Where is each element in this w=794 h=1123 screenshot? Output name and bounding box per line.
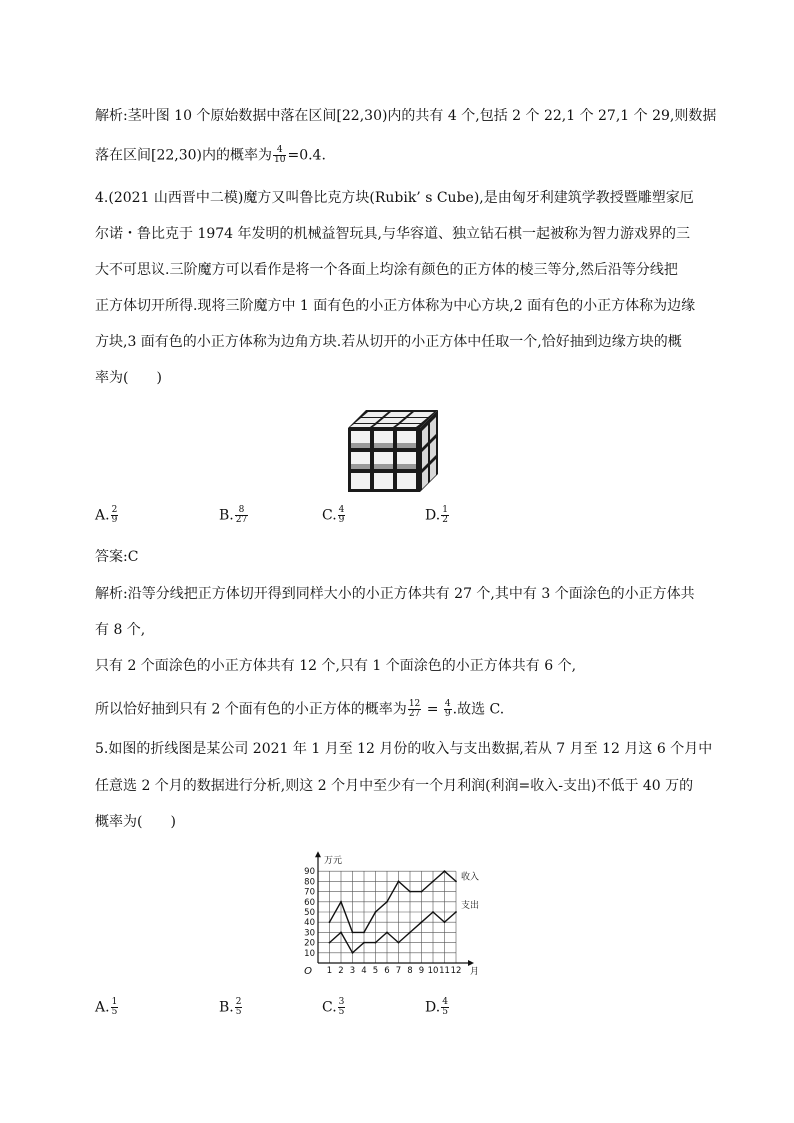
solution-text: .故选 C.: [452, 701, 505, 718]
x-axis-label: 月: [470, 967, 480, 977]
fraction-denominator: 27: [235, 515, 248, 525]
x-tick-label: 2: [338, 966, 344, 976]
x-tick-label: 11: [439, 966, 450, 976]
y-tick-label: 90: [304, 867, 315, 878]
option-label: D.: [425, 507, 441, 524]
data-point: [340, 932, 342, 934]
q5-option-c: [322, 998, 346, 1017]
fraction: [338, 998, 346, 1017]
x-tick-label: 4: [361, 966, 367, 976]
y-tick-label: 50: [304, 908, 315, 918]
q5-line-3: 概率为( ): [95, 814, 176, 830]
q4-line-4: 正方体切开所得.现将三阶魔方中 1 面有色的小正方体称为中心方块,2 面有色的小正方体称为边缘: [95, 298, 696, 314]
data-point: [340, 901, 342, 903]
q4-solution-line-4: [95, 700, 504, 719]
fraction-numerator: 4: [442, 997, 448, 1007]
data-point: [329, 921, 331, 923]
x-tick-label: 12: [450, 966, 462, 976]
fraction-denominator: 5: [235, 1007, 242, 1017]
y-tick-label: 30: [304, 928, 315, 939]
data-point: [432, 911, 434, 913]
fraction-numerator: 3: [338, 997, 345, 1007]
data-point: [398, 942, 400, 944]
fraction: [444, 700, 452, 719]
q4-line-3: 大不可思议.三阶魔方可以看作是将一个各面上均涂有颜色的正方体的棱三等分,然后沿等分线把: [95, 262, 678, 278]
fraction-denominator: 5: [442, 1007, 448, 1017]
fraction-denominator: 9: [111, 515, 118, 525]
chart-ticks: [304, 867, 461, 976]
fraction-denominator: 9: [338, 515, 345, 525]
chart-axes: [315, 851, 474, 966]
data-point: [455, 881, 457, 883]
analysis-line-2: [95, 146, 326, 165]
x-tick-label: 8: [407, 966, 413, 976]
data-point: [352, 952, 354, 954]
y-axis-label: 万元: [324, 856, 343, 867]
x-tick-label: 9: [418, 966, 425, 976]
y-tick-label: 40: [304, 918, 315, 929]
y-tick-label: 10: [304, 948, 315, 959]
option-label: A.: [95, 507, 110, 524]
data-point: [409, 932, 411, 934]
x-axis-arrow: [468, 960, 474, 966]
fraction: [235, 998, 243, 1017]
q4-line-1: 4.(2021 山西晋中二模)魔方又叫鲁比克方块(Rubik’ s Cube),是由匈牙利建筑学教授暨雕塑家厄: [95, 190, 694, 206]
fraction-numerator: 8: [235, 506, 248, 516]
q5-option-a: [95, 998, 119, 1017]
fraction: [441, 506, 449, 525]
rubiks-cube-image: [346, 398, 442, 494]
data-point: [329, 942, 331, 944]
y-tick-label: 70: [304, 887, 315, 898]
analysis-text: 落在区间[22,30)内的概率为: [95, 147, 273, 164]
series-label: 收入: [461, 872, 480, 883]
fraction: [235, 506, 248, 525]
data-point: [421, 921, 423, 923]
fraction-denominator: 9: [444, 709, 451, 719]
option-label: A.: [95, 999, 110, 1016]
y-tick-label: 60: [304, 897, 315, 908]
fraction-numerator: 12: [408, 699, 421, 709]
fraction-numerator: 1: [442, 505, 448, 515]
fraction-numerator: 2: [111, 505, 118, 515]
fraction: [408, 700, 421, 719]
q4-line-6: 率为( ): [95, 370, 162, 386]
fraction-numerator: 4: [338, 505, 345, 515]
data-point: [375, 942, 377, 944]
x-tick-label: 5: [372, 966, 379, 976]
chart-labels: [304, 855, 479, 977]
option-label: C.: [322, 999, 337, 1016]
q5-line-2: 任意选 2 个月的数据进行分析,则这 2 个月中至少有一个月利润(利润=收入-支出)不低于 40 万的: [95, 778, 694, 794]
data-point: [386, 932, 388, 934]
q4-option-d: [425, 506, 450, 525]
fraction: [338, 506, 346, 525]
fraction: [273, 146, 286, 165]
equals-sign: =: [422, 701, 443, 718]
y-axis-arrow: [315, 851, 321, 857]
data-point: [375, 911, 377, 913]
q4-solution-line-1: 解析:沿等分线把正方体切开得到同样大小的小正方体共有 27 个,其中有 3 个面涂色的小正方体共: [95, 586, 695, 602]
option-label: B.: [219, 999, 234, 1016]
analysis-text: =0.4.: [287, 147, 326, 164]
q4-solution-line-3: 只有 2 个面涂色的小正方体共有 12 个,只有 1 个面涂色的小正方体共有 6 个,: [95, 658, 577, 674]
q4-solution-line-2: 有 8 个,: [95, 622, 146, 638]
data-point: [352, 932, 354, 934]
data-point: [455, 911, 457, 913]
x-tick-label: 3: [349, 966, 356, 976]
data-point: [421, 891, 423, 893]
x-tick-label: 10: [427, 966, 439, 976]
solution-text: 所以恰好抽到只有 2 个面有色的小正方体的概率为: [95, 701, 407, 718]
fraction: [111, 506, 119, 525]
x-tick-label: 7: [395, 966, 402, 976]
q5-option-b: [219, 998, 243, 1017]
fraction-denominator: 5: [111, 1007, 118, 1017]
fraction-numerator: 4: [273, 146, 286, 156]
x-tick-label: 6: [384, 966, 390, 976]
option-label: C.: [322, 507, 337, 524]
data-point: [432, 881, 434, 883]
q4-answer: 答案:C: [95, 549, 139, 565]
fraction-denominator: 2: [442, 515, 448, 525]
origin-label: O: [304, 966, 312, 977]
series-label: 支出: [461, 901, 480, 911]
data-point: [444, 921, 446, 923]
fraction: [111, 998, 119, 1017]
q4-line-5: 方块,3 面有色的小正方体称为边角方块.若从切开的小正方体中任取一个,恰好抽到边缘方块的概: [95, 334, 682, 350]
income-expense-line-chart: [296, 843, 496, 978]
q4-option-c: [322, 506, 346, 525]
y-tick-label: 20: [304, 938, 315, 949]
fraction-denominator: 10: [274, 155, 286, 165]
analysis-line-1: 解析:茎叶图 10 个原始数据中落在区间[22,30)内的共有 4 个,包括 2 个 22,1 个 27,1 个 29,则数据: [95, 108, 717, 124]
fraction-numerator: 2: [235, 997, 242, 1007]
data-point: [409, 891, 411, 893]
fraction-numerator: 4: [444, 699, 451, 709]
fraction: [441, 998, 449, 1017]
fraction-denominator: 27: [408, 709, 421, 719]
q4-option-a: [95, 506, 119, 525]
chart-grid: [318, 871, 456, 963]
q4-line-2: 尔诺・鲁比克于 1974 年发明的机械益智玩具,与华容道、独立钻石棋一起被称为智力游戏界的三: [95, 226, 690, 242]
q4-option-b: [219, 506, 249, 525]
data-point: [363, 932, 365, 934]
option-label: D.: [425, 999, 441, 1016]
x-tick-label: 1: [326, 966, 333, 976]
fraction-numerator: 1: [111, 997, 118, 1007]
fraction-denominator: 5: [338, 1007, 345, 1017]
data-point: [398, 881, 400, 883]
data-point: [386, 901, 388, 903]
option-label: B.: [219, 507, 234, 524]
data-point: [444, 870, 446, 872]
data-point: [363, 942, 365, 944]
q5-option-d: [425, 998, 450, 1017]
y-tick-label: 80: [304, 877, 315, 888]
q5-line-1: 5.如图的折线图是某公司 2021 年 1 月至 12 月份的收入与支出数据,若从 7 月至 12 月这 6 个月中: [95, 741, 713, 757]
